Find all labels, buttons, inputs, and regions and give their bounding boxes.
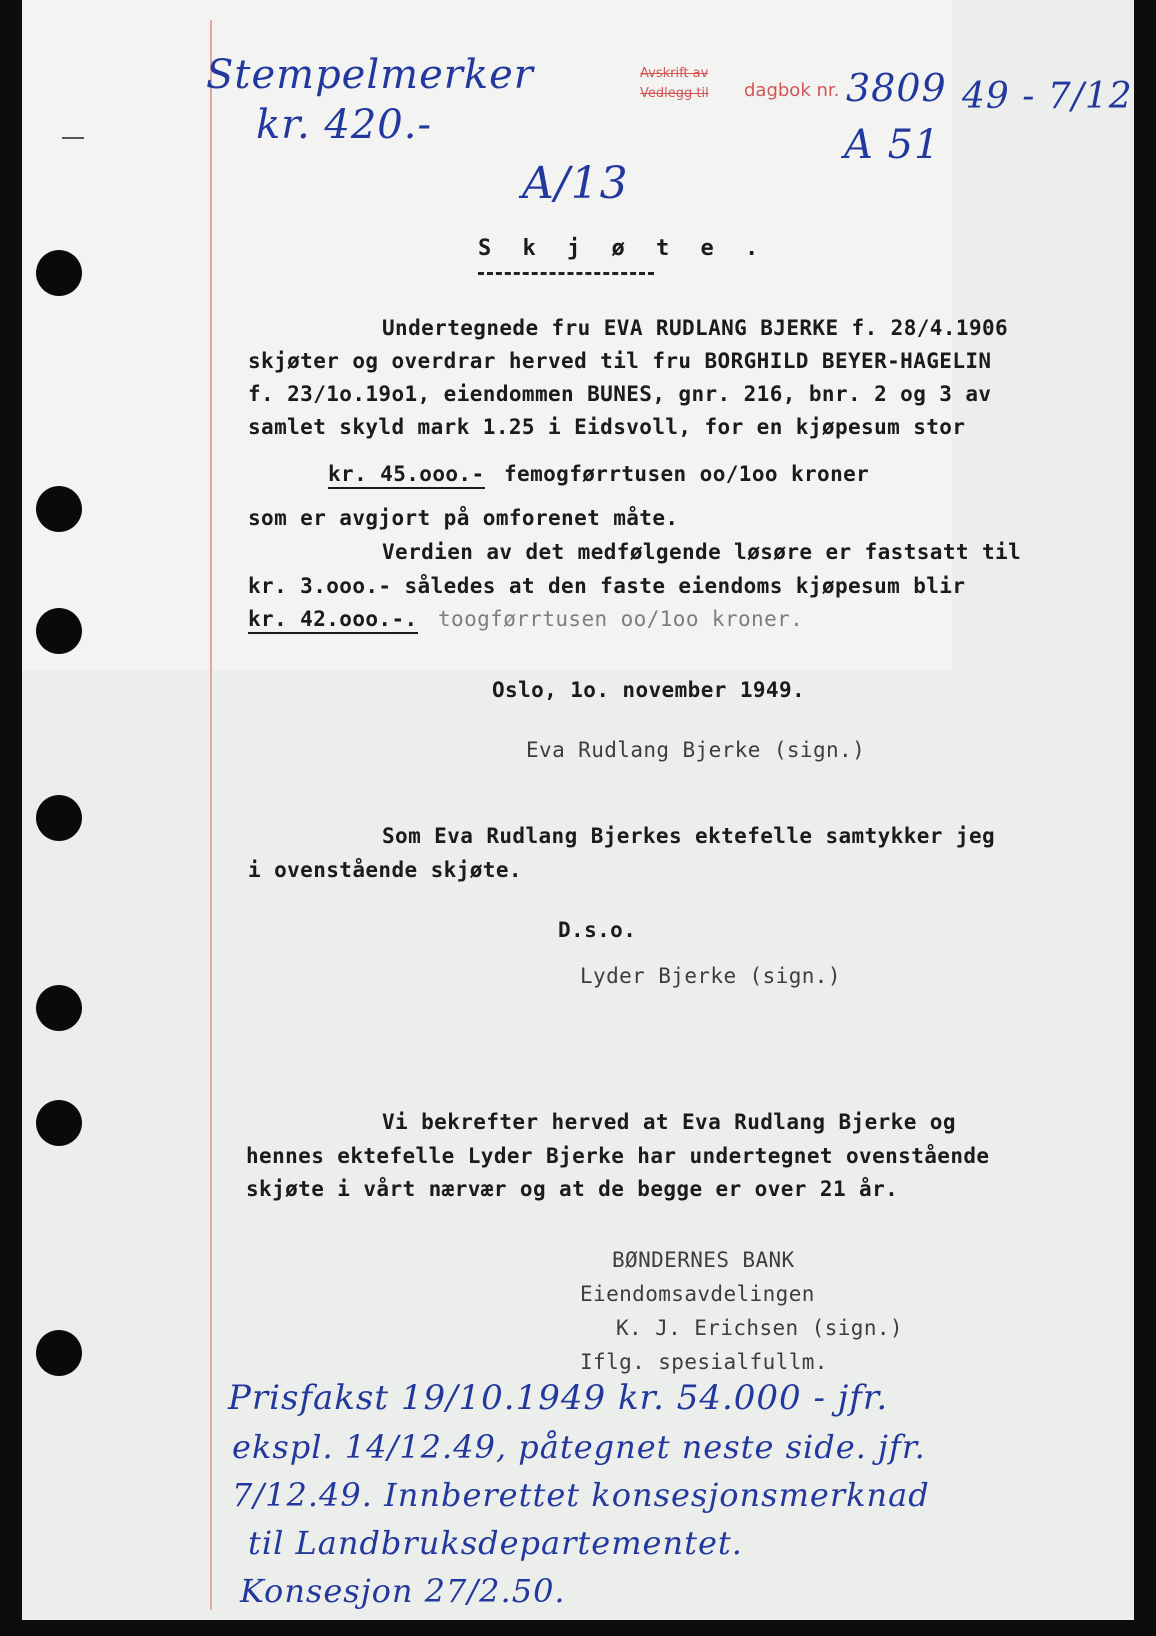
stamp-duty-note: Stempelmerker — [206, 52, 534, 98]
stamp-dagbok-label: dagbok nr. — [744, 80, 840, 101]
dso-marker: D.s.o. — [558, 918, 637, 942]
movables-line-1: Verdien av det medfølgende løsøre er fastsatt til — [382, 540, 1022, 564]
reference-code: A 51 — [844, 122, 941, 168]
margin-rule — [210, 20, 212, 1610]
bank-name: BØNDERNES BANK — [612, 1248, 795, 1272]
deed-line-2: skjøter og overdrar herved til fru BORGHILD BEYER-HAGELIN — [248, 349, 992, 373]
net-price: kr. 42.ooo.-. — [248, 607, 418, 634]
consent-line-2: i ovenstående skjøte. — [248, 858, 522, 882]
witness-line-1: Vi bekrefter herved at Eva Rudlang Bjerke og — [382, 1110, 956, 1134]
place-date: Oslo, 1o. november 1949. — [492, 678, 806, 702]
witness-line-2: hennes ektefelle Lyder Bjerke har undertegnet ovenstående — [246, 1144, 990, 1168]
punch-hole — [36, 795, 82, 841]
purchase-price-words: femogførrtusen oo/1oo kroner — [504, 462, 870, 486]
bank-authority: Iflg. spesialfullm. — [580, 1350, 828, 1374]
punch-hole — [36, 1330, 82, 1376]
punch-hole — [36, 608, 82, 654]
initials-note: A/13 — [522, 158, 629, 209]
handwritten-note-line-4: til Landbruksdepartementet. — [248, 1524, 743, 1562]
spouse-signature: Lyder Bjerke (sign.) — [580, 964, 841, 988]
punch-hole — [36, 1100, 82, 1146]
stamp-attachment-label: Vedlegg til — [640, 86, 709, 101]
punch-hole — [36, 486, 82, 532]
document-title: S k j ø t e . — [478, 236, 768, 261]
handwritten-note-line-1: Prisfakst 19/10.1949 kr. 54.000 - jfr. — [228, 1378, 889, 1418]
dagbok-date-ref: 49 - 7/12 — [962, 76, 1133, 117]
punch-hole — [36, 985, 82, 1031]
movables-line-2: kr. 3.ooo.- således at den faste eiendoms kjøpesum blir — [248, 574, 966, 598]
margin-tick — [62, 137, 84, 139]
handwritten-note-line-5: Konsesjon 27/2.50. — [240, 1572, 566, 1610]
seller-signature: Eva Rudlang Bjerke (sign.) — [526, 738, 866, 762]
deed-line-3: f. 23/1o.19o1, eiendommen BUNES, gnr. 216, bnr. 2 og 3 av — [248, 382, 992, 406]
dagbok-number: 3809 — [846, 66, 947, 110]
stamp-duty-amount: kr. 420.- — [256, 102, 432, 148]
handwritten-note-line-3: 7/12.49. Innberettet konsesjonsmerknad — [232, 1476, 930, 1514]
deed-line-4: samlet skyld mark 1.25 i Eidsvoll, for en kjøpesum stor — [248, 415, 966, 439]
witness-line-3: skjøte i vårt nærvær og at de begge er over 21 år. — [246, 1177, 899, 1201]
agreed-line: som er avgjort på omforenet måte. — [248, 506, 679, 530]
purchase-price: kr. 45.ooo.- — [328, 462, 485, 489]
bank-department: Eiendomsavdelingen — [580, 1282, 815, 1306]
net-price-words: toogførrtusen oo/1oo kroner. — [438, 607, 804, 631]
title-underline — [478, 272, 654, 275]
handwritten-note-line-2: ekspl. 14/12.49, påtegnet neste side. jfr. — [232, 1428, 926, 1466]
deed-line-1: Undertegnede fru EVA RUDLANG BJERKE f. 28/4.1906 — [382, 316, 1009, 340]
punch-hole — [36, 250, 82, 296]
stamp-copy-label: Avskrift av — [640, 66, 709, 81]
consent-line-1: Som Eva Rudlang Bjerkes ektefelle samtykker jeg — [382, 824, 996, 848]
bank-signer: K. J. Erichsen (sign.) — [616, 1316, 903, 1340]
